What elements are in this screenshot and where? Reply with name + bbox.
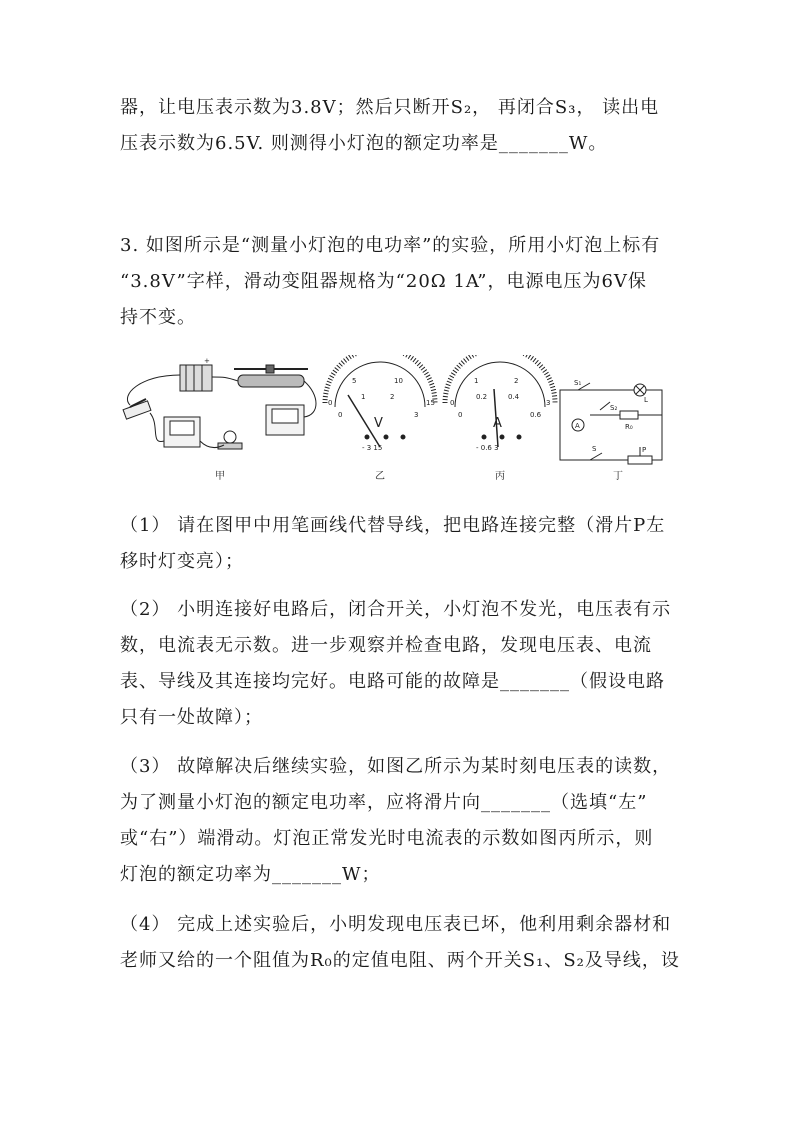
circuit-label-r0: R₀: [625, 423, 633, 431]
voltmeter-inner-2: 2: [390, 393, 395, 401]
apparatus-group: [123, 357, 316, 449]
figure-label-jia: 甲: [215, 471, 225, 482]
circuit-label-s2: S₂: [610, 404, 618, 412]
ammeter-scale-0: 0: [450, 399, 455, 407]
experiment-diagram: [120, 355, 675, 490]
voltmeter-scale-5: 5: [352, 377, 357, 385]
ammeter-inner-0: 0: [458, 411, 463, 419]
resistor-symbol: [620, 411, 638, 419]
voltmeter-inner-3: 3: [414, 411, 419, 419]
question-3-line-1: 3. 如图所示是“测量小灯泡的电功率”的实验，所用小灯泡上标有: [120, 235, 661, 256]
question-3-line-3: 持不变。: [120, 307, 196, 328]
part-2-line-1: （2） 小明连接好电路后，闭合开关，小灯泡不发光，电压表有示: [120, 599, 672, 620]
part-2-line-3: 表、导线及其连接均完好。电路可能的故障是_______（假设电路: [120, 671, 665, 692]
part-3-line-1: （3） 故障解决后继续实验，如图乙所示为某时刻电压表的读数，: [120, 756, 672, 777]
circuit-label-p: P: [642, 446, 647, 454]
part-2-line-2: 数，电流表无示数。进一步观察并检查电路，发现电压表、电流: [120, 635, 652, 656]
part-3-line-2: 为了测量小灯泡的额定电功率，应将滑片向_______（选填“左”: [120, 792, 648, 813]
voltmeter-unit: V: [374, 416, 383, 431]
circuit-label-s: S: [592, 445, 597, 453]
voltmeter-scale-15: 15: [426, 399, 435, 407]
figure-label-bing: 丙: [495, 471, 505, 482]
circuit-label-lamp: L: [644, 396, 648, 404]
ammeter-dial: [445, 355, 555, 447]
voltmeter-dial: [325, 355, 435, 447]
part-3-line-4: 灯泡的额定功率为_______W；: [120, 864, 381, 885]
figure-label-ding: 丁: [613, 471, 623, 482]
ammeter-unit: A: [493, 416, 502, 431]
ammeter-inner-0.4: 0.4: [508, 393, 520, 401]
ammeter-inner-0.6: 0.6: [530, 411, 542, 419]
part-1-line-1: （1） 请在图甲中用笔画线代替导线，把电路连接完整（滑片P左: [120, 515, 666, 536]
part-1-line-2: 移时灯变亮）；: [120, 551, 244, 572]
circuit-label-s1: S₁: [574, 379, 582, 387]
rheostat-symbol: [628, 456, 652, 464]
voltmeter-scale-10: 10: [394, 377, 403, 385]
experiment-figure: [120, 355, 675, 490]
ammeter-scale-2: 2: [514, 377, 519, 385]
figure-label-yi: 乙: [375, 471, 385, 482]
voltmeter-inner-1: 1: [361, 393, 366, 401]
ammeter-inner-0.2: 0.2: [476, 393, 488, 401]
ammeter-scale-1: 1: [474, 377, 479, 385]
rheostat-icon: [238, 375, 304, 387]
lamp-icon: [224, 431, 236, 443]
part-2-line-4: 只有一处故障）；: [120, 707, 263, 728]
part-4-line-1: （4） 完成上述实验后，小明发现电压表已坏，他利用剩余器材和: [120, 914, 672, 935]
battery-icon: [180, 365, 212, 391]
intro-line-1: 器，让电压表示数为3.8V；然后只断开S₂， 再闭合S₃， 读出电: [120, 97, 660, 118]
voltmeter-scale-0: 0: [328, 399, 333, 407]
voltmeter-inner-0: 0: [338, 411, 343, 419]
ammeter-scale-3: 3: [546, 399, 551, 407]
ammeter-terminals: - 0.6 3: [476, 444, 499, 452]
part-4-line-2: 老师又给的一个阻值为R₀的定值电阻、两个开关S₁、S₂及导线，设: [120, 950, 680, 971]
svg-text:+: +: [204, 357, 210, 365]
question-3-line-2: “3.8V”字样，滑动变阻器规格为“20Ω 1A”，电源电压为6V保: [120, 271, 647, 292]
circuit-ammeter-letter: A: [575, 422, 580, 430]
voltmeter-terminals: - 3 15: [362, 444, 383, 452]
intro-line-2: 压表示数为6.5V. 则测得小灯泡的额定功率是_______W。: [120, 133, 608, 154]
part-3-line-3: 或“右”）端滑动。灯泡正常发光时电流表的示数如图丙所示，则: [120, 828, 654, 849]
